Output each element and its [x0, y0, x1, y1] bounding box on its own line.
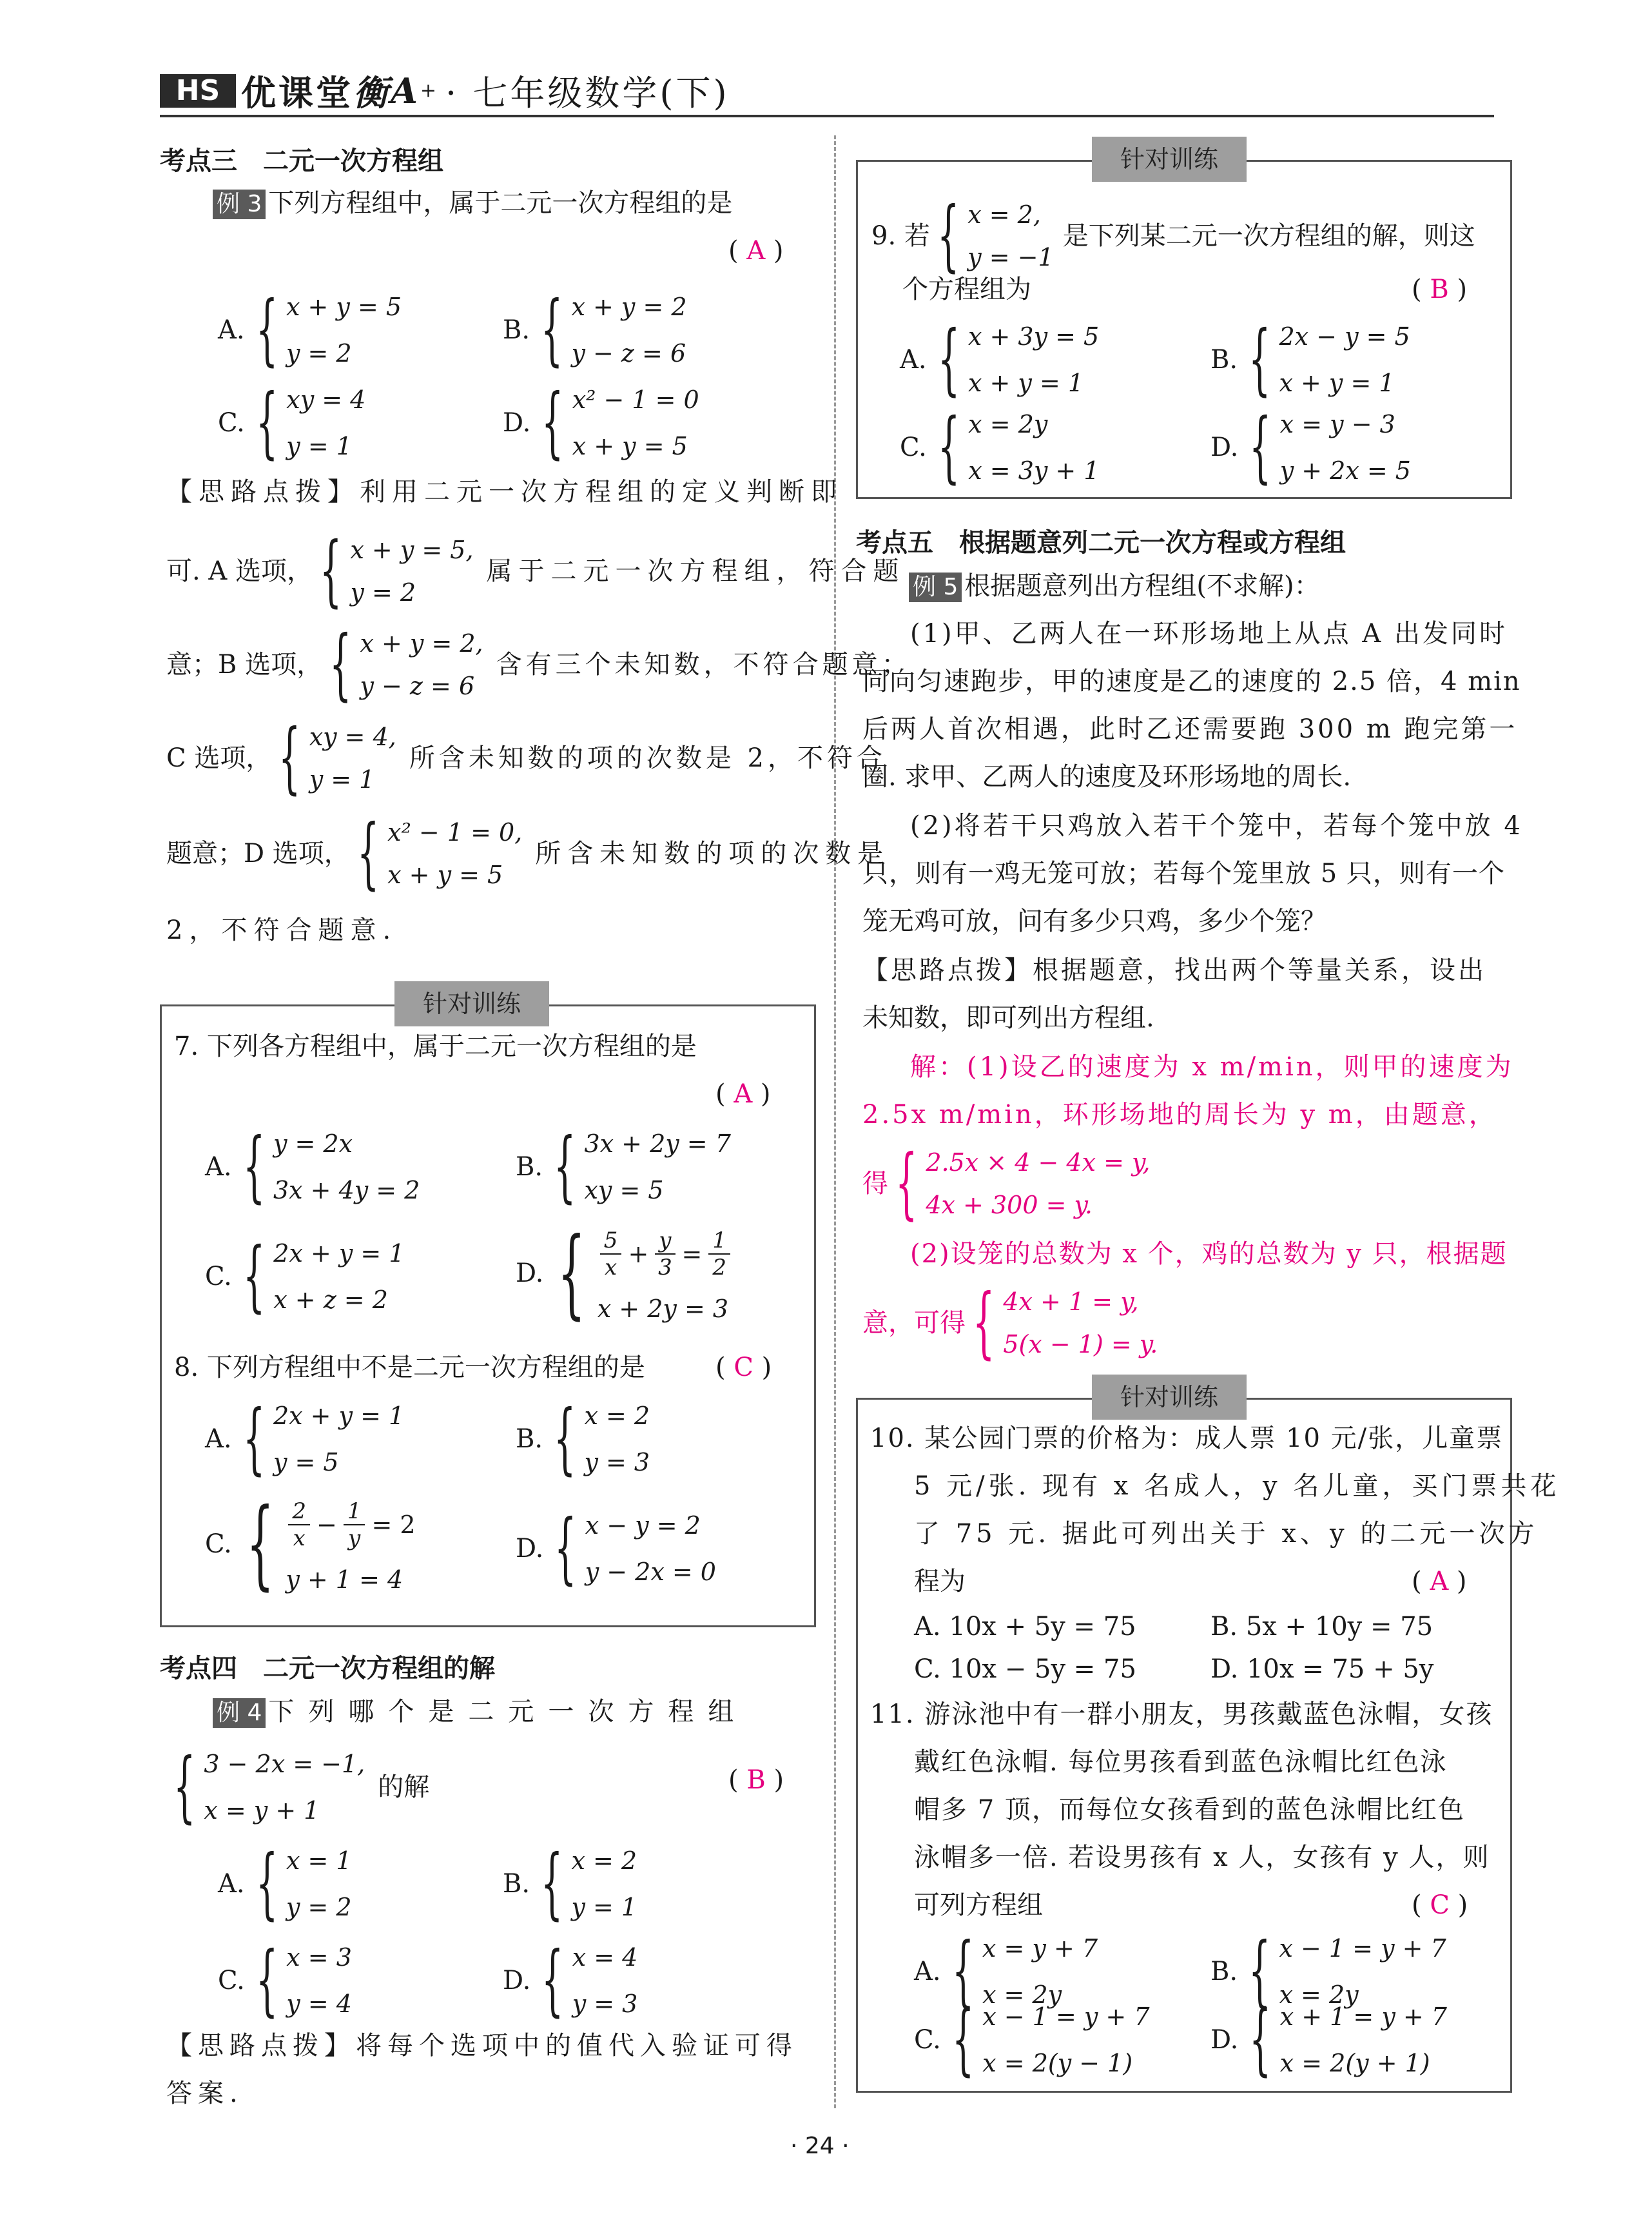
option-label: B. [503, 1869, 530, 1899]
ex4-option-b: B. { x = 2 y = 1 [503, 1837, 637, 1930]
q10-option-b: B. 5x + 10y = 75 [1210, 1612, 1433, 1641]
eq-line: y − z = 6 [360, 672, 475, 700]
frac-den: 2 [712, 1255, 726, 1280]
q7-option-c: C. { 2x + y = 1 x + z = 2 [205, 1230, 405, 1323]
section-3-title: 考点三 二元一次方程组 [160, 146, 443, 176]
hint-text: 所含未知数的项的次数是 [535, 839, 890, 868]
ex3-option-a: A. { x + y = 5 y = 2 [218, 284, 402, 377]
operator: + [628, 1240, 649, 1268]
eq-line: y + 1 = 4 [286, 1565, 403, 1594]
ex5-solution-line2: 2.5x m/min，环形场地的周长为 y m，由题意， [862, 1100, 1497, 1130]
header-rule [160, 115, 1494, 117]
ex3-hint-a: 可. A 选项， { x + y = 5, y = 2 属于二元一次方程组，符合题 [166, 526, 906, 616]
q9-option-d: D. { x = y − 3 y + 2x = 5 [1210, 401, 1411, 494]
question-tail: 的解 [378, 1772, 430, 1802]
q11-line1: 11. 游泳池中有一群小朋友，男孩戴蓝色泳帽，女孩 [870, 1699, 1493, 1729]
q9-line2: 个方程组为 [902, 275, 1031, 304]
example-4-label: 例 4 [213, 1698, 266, 1728]
eq-line: xy = 4 [286, 386, 366, 414]
eq-line: x + y = 1 [967, 369, 1084, 397]
example-3-question [213, 187, 732, 219]
eq-line: x = 3y + 1 [968, 456, 1100, 485]
q9-post: 是下列某二元一次方程组的解，则这 [1062, 221, 1475, 251]
ex5-solution-line3: (2)设笼的总数为 x 个，鸡的总数为 y 只，根据题 [910, 1239, 1508, 1269]
frac-num: 5 [600, 1228, 622, 1255]
q8-answer: ( C ) [715, 1353, 772, 1382]
eq-line: y = 2x [273, 1130, 353, 1158]
eq-line: x + y = 5 [286, 293, 402, 321]
q11-line2: 戴红色泳帽. 每位男孩看到蓝色泳帽比红色泳 [914, 1747, 1448, 1777]
eq-line: 2x − y = 5 [1279, 322, 1410, 351]
eq-line: 2x + y = 1 [273, 1402, 405, 1430]
q8-option-c: C. { $\frac{2}{x}$ − $\frac{1}{y}$ = 2 y + 1 = 4 [205, 1488, 416, 1600]
hint-text: C 选项， [166, 743, 272, 773]
eq-line: x = 4 [572, 1943, 638, 1972]
example-4-system: { 3 − 2x = −1, x = y + 1 的解 [166, 1741, 429, 1834]
eq-line: x = 1 [286, 1846, 352, 1875]
eq-line: x = y − 3 [1279, 410, 1395, 438]
frac-num: 1 [708, 1228, 730, 1255]
example-5-text: 根据题意列出方程组(不求解)： [964, 571, 1320, 601]
ex4-hint-end: 答案. [166, 2079, 244, 2108]
q11-option-c: C. { x − 1 = y + 7 x = 2(y − 1) [914, 1993, 1150, 2086]
q10-line4: 程为 [914, 1567, 966, 1596]
eq-line: x + 3y = 5 [967, 322, 1100, 351]
frac-den: 3 [658, 1255, 672, 1280]
eq-line: x = 2(y + 1) [1279, 2049, 1430, 2077]
q10-line3: 了 75 元. 据此可列出关于 x、y 的二元一次方 [914, 1519, 1539, 1549]
example-3-answer: ( A ) [728, 236, 784, 266]
ex5-p1-line1: (1)甲、乙两人在一环形场地上从点 A 出发同时 [910, 619, 1508, 649]
ex3-hint-b: 意；B 选项， { x + y = 2, y − z = 6 含有三个未知数，不符合题意； [166, 620, 911, 709]
eq-line: 4x + 300 = y. [926, 1191, 1093, 1219]
eq-line: x − 1 = y + 7 [1279, 1934, 1446, 1963]
ex3-option-d: D. { x² − 1 = 0 x + y = 5 [503, 377, 699, 469]
eq-line: x² − 1 = 0, [387, 818, 523, 847]
eq-line: x² − 1 = 0 [572, 386, 699, 414]
q9-text: 9. 若 { x = 2, y = −1 是下列某二元一次方程组的解，则这 [871, 191, 1475, 280]
frac-num: 1 [344, 1498, 365, 1525]
option-label: B. [516, 1424, 543, 1454]
frac-den: y [348, 1525, 361, 1551]
option-label: D. [503, 408, 531, 438]
page-header [160, 66, 730, 115]
frac-num: y [655, 1228, 675, 1255]
eq-line: y = −1 [967, 243, 1054, 271]
eq-line: x + y = 2, [360, 629, 483, 658]
eq-line: 2x + y = 1 [273, 1239, 405, 1268]
q10-line1: 10. 某公园门票的价格为：成人票 10 元/张，儿童票 [870, 1424, 1504, 1453]
hint-text: 意；B 选项， [166, 650, 323, 680]
eq-line: y − 2x = 0 [585, 1558, 716, 1586]
ex5-p1-line2: 同向匀速跑步，甲的速度是乙的速度的 2.5 倍，4 min [862, 667, 1521, 696]
ex5-solution-system2: 意，可得 { 4x + 1 = y, 5(x − 1) = y. [862, 1278, 1158, 1367]
q11-line5: 可列方程组 [914, 1890, 1043, 1920]
frac-num: 2 [288, 1498, 310, 1525]
eq-line: x − 1 = y + 7 [982, 2003, 1150, 2031]
training-tag-2: 针对训练 [1092, 137, 1247, 182]
eq-line: y = 2 [350, 578, 416, 607]
ex4-option-d: D. { x = 4 y = 3 [503, 1934, 637, 2027]
ex3-hint-head: 【思路点拨】利用二元一次方程组的定义判断即 [166, 477, 843, 507]
example-3-label: 例 3 [213, 190, 266, 219]
ex3-hint-d: 题意；D 选项， { x² − 1 = 0, x + y = 5 所含未知数的项的次数是 [166, 808, 890, 898]
eq-line: x + z = 2 [273, 1286, 388, 1314]
q7-option-d: D. { $\frac{5}{x}$ + $\frac{y}{3}$ = $\frac{1}{2}$ x + 2y = 3 [516, 1219, 733, 1328]
ex3-option-c: C. { xy = 4 y = 1 [218, 377, 365, 469]
eq-line: 3x + 2y = 7 [584, 1130, 731, 1158]
q9-option-a: A. { x + 3y = 5 x + y = 1 [900, 313, 1099, 406]
option-label: C. [205, 1262, 232, 1291]
eq-line: y = 1 [571, 1893, 637, 1921]
q10-option-c: C. 10x − 5y = 75 [914, 1654, 1136, 1684]
brand-a: A [391, 70, 420, 112]
option-label: A. [218, 315, 245, 345]
eq-line: 3x + 4y = 2 [273, 1176, 420, 1204]
eq-line: y = 1 [286, 432, 352, 460]
frac-den: x [293, 1525, 306, 1551]
option-label: D. [516, 1258, 544, 1288]
q11-option-b: B. { x − 1 = y + 7 x = 2y [1210, 1925, 1446, 2018]
ex4-option-c: C. { x = 3 y = 4 [218, 1934, 352, 2027]
ex5-p1-line4: 圈. 求甲、乙两人的速度及环形场地的周长. [862, 762, 1352, 792]
ex5-solution-system1: 得 { 2.5x × 4 − 4x = y, 4x + 300 = y. [862, 1139, 1151, 1228]
answer-value: C [734, 1353, 753, 1382]
ex5-p2-line1: (2)将若干只鸡放入若干个笼中，若每个笼中放 4 [910, 811, 1523, 841]
eq-line: x = 2(y − 1) [982, 2049, 1133, 2077]
eq-line: x = y + 1 [204, 1796, 320, 1825]
eq-line: y = 3 [584, 1448, 650, 1476]
column-divider [834, 135, 836, 2108]
section-4-title: 考点四 二元一次方程组的解 [160, 1654, 495, 1683]
option-label: D. [503, 1966, 531, 1995]
eq-line: 2.5x × 4 − 4x = y, [926, 1148, 1151, 1177]
hint-text: 题意；D 选项， [166, 839, 350, 868]
operator: − [316, 1511, 337, 1539]
q10-answer: ( A ) [1412, 1567, 1467, 1596]
eq-line: x + 2y = 3 [597, 1295, 729, 1323]
logo: HS [160, 74, 236, 108]
training-tag-1: 针对训练 [394, 981, 549, 1026]
q8-option-d: D. { x − y = 2 y − 2x = 0 [516, 1502, 716, 1595]
ex3-hint-end: 2，不符合题意. [166, 916, 398, 945]
q9-pre: 9. 若 [871, 221, 930, 251]
eq-line: y + 2x = 5 [1279, 456, 1411, 485]
ex5-p1-line3: 后两人首次相遇，此时乙还需要跑 300 m 跑完第一 [862, 714, 1518, 744]
solution-pre: 得 [862, 1169, 888, 1199]
q7-answer: ( A ) [715, 1079, 771, 1109]
frac-den: x [605, 1255, 617, 1280]
q11-answer: ( C ) [1412, 1890, 1468, 1920]
option-label: C. [218, 408, 245, 438]
example-3-text: 下列方程组中，属于二元一次方程组的是 [268, 188, 733, 218]
brand-plus: + [420, 79, 440, 102]
q10-line2: 5 元/张. 现有 x 名成人，y 名儿童，买门票共花 [914, 1471, 1560, 1501]
option-label: A. [218, 1869, 245, 1899]
option-label: B. [1210, 1957, 1238, 1986]
hint-text: 可. A 选项， [166, 556, 313, 586]
q10-option-a: A. 10x + 5y = 75 [914, 1612, 1136, 1641]
hint-text: 所含未知数的项的次数是 2，不符合 [409, 743, 887, 773]
q11-option-d: D. { x + 1 = y + 7 x = 2(y + 1) [1210, 1993, 1447, 2086]
eq-line: x = 2 [584, 1402, 650, 1430]
option-label: A. [205, 1152, 232, 1182]
section-5-title: 考点五 根据题意列二元一次方程或方程组 [856, 528, 1346, 558]
page-number: · 24 · [790, 2133, 850, 2159]
q7-option-a: A. { y = 2x 3x + 4y = 2 [205, 1121, 420, 1213]
q8-option-b: B. { x = 2 y = 3 [516, 1393, 650, 1485]
answer-value: A [734, 1079, 753, 1109]
answer-value: B [746, 1765, 766, 1795]
answer-value: A [746, 236, 766, 266]
eq-line: x = 2y [1279, 1981, 1359, 2009]
operator: = [681, 1240, 703, 1268]
q9-option-c: C. { x = 2y x = 3y + 1 [900, 401, 1100, 494]
eq-line: x − y = 2 [585, 1511, 701, 1540]
eq-line: x + 1 = y + 7 [1279, 2003, 1447, 2031]
eq-line: x + y = 1 [1279, 369, 1395, 397]
ex5-p2-line3: 笼无鸡可放，问有多少只鸡，多少个笼？ [862, 906, 1326, 936]
option-label: C. [218, 1966, 245, 1995]
option-label: A. [205, 1424, 232, 1454]
option-label: C. [914, 2025, 941, 2055]
option-label: C. [205, 1529, 232, 1559]
eq-line: y = 4 [286, 1990, 352, 2018]
eq-line: x = 3 [286, 1943, 352, 1972]
q9-option-b: B. { 2x − y = 5 x + y = 1 [1210, 313, 1410, 406]
q9-answer: ( B ) [1412, 275, 1468, 304]
eq-line: x + y = 5 [387, 861, 503, 889]
option-label: B. [1210, 345, 1238, 375]
example-5-question [909, 570, 1320, 602]
example-4-text: 下列哪个是二元一次方程组 [268, 1697, 748, 1727]
q11-line3: 帽多 7 顶，而每位女孩看到的蓝色泳帽比红色 [914, 1795, 1465, 1825]
eq-line: xy = 5 [584, 1176, 664, 1204]
ex5-hint-line1: 【思路点拨】根据题意，找出两个等量关系，设出 [862, 955, 1486, 985]
eq-line: x + y = 5, [350, 536, 474, 564]
ex4-option-a: A. { x = 1 y = 2 [218, 1837, 352, 1930]
ex4-hint: 【思路点拨】将每个选项中的值代入验证可得 [166, 2031, 798, 2061]
solution-pre: 意，可得 [862, 1308, 966, 1338]
eq-line: y = 2 [286, 339, 352, 367]
ex3-hint-c: C 选项， { xy = 4, y = 1 所含未知数的项的次数是 2，不符合 [166, 713, 887, 803]
option-label: D. [1210, 433, 1239, 462]
eq-line: y = 1 [309, 765, 375, 794]
answer-value: C [1430, 1890, 1450, 1920]
eq-line: y − z = 6 [571, 339, 686, 367]
ex5-p2-line2: 只，则有一鸡无笼可放；若每个笼里放 5 只，则有一个 [862, 859, 1505, 888]
eq-line: x = 2, [967, 201, 1041, 229]
eq-line: y = 5 [273, 1448, 339, 1476]
hint-text: 属于二元一次方程组，符合题 [486, 556, 906, 586]
eq-line: 3 − 2x = −1, [204, 1750, 365, 1778]
option-label: B. [516, 1152, 543, 1182]
ex5-solution-line1: 解：(1)设乙的速度为 x m/min，则甲的速度为 [910, 1052, 1514, 1082]
option-label: D. [1210, 2025, 1239, 2055]
hint-text: 含有三个未知数，不符合题意； [496, 650, 911, 680]
eq-line: x = 2 [571, 1846, 637, 1875]
eq-line: 4x + 1 = y, [1003, 1288, 1139, 1316]
q8-option-a: A. { 2x + y = 1 y = 5 [205, 1393, 404, 1485]
book-title: · 七年级数学(下) [445, 73, 730, 113]
eq-line: y = 2 [286, 1893, 352, 1921]
option-label: A. [900, 345, 927, 375]
eq-line: y = 3 [572, 1990, 638, 2018]
ex3-option-b: B. { x + y = 2 y − z = 6 [503, 284, 687, 377]
eq-line: 5(x − 1) = y. [1003, 1330, 1158, 1358]
option-label: B. [503, 315, 530, 345]
option-label: D. [516, 1534, 544, 1563]
q7-option-b: B. { 3x + 2y = 7 xy = 5 [516, 1121, 731, 1213]
eq-line: x = y + 7 [982, 1934, 1098, 1963]
eq-line: x + y = 2 [571, 293, 687, 321]
q7-text: 7. 下列各方程组中，属于二元一次方程组的是 [174, 1032, 697, 1061]
ex5-hint-line2: 未知数，即可列出方程组. [862, 1003, 1154, 1033]
eq-tail: = 2 [371, 1511, 416, 1539]
option-label: A. [914, 1957, 941, 1986]
example-4-answer: ( B ) [728, 1765, 784, 1795]
eq-line: x + y = 5 [572, 432, 688, 460]
q11-option-a: A. { x = y + 7 x = 2y [914, 1925, 1098, 2018]
answer-value: B [1430, 275, 1449, 304]
eq-line: xy = 4, [309, 723, 396, 751]
q8-text: 8. 下列方程组中不是二元一次方程组的是 [174, 1353, 645, 1382]
eq-line: x = 2y [982, 1981, 1062, 2009]
q11-line4: 泳帽多一倍. 若设男孩有 x 人，女孩有 y 人，则 [914, 1843, 1490, 1872]
option-label: C. [900, 433, 927, 462]
answer-value: A [1430, 1567, 1449, 1596]
example-5-label: 例 5 [909, 573, 962, 602]
training-tag-3: 针对训练 [1092, 1375, 1247, 1420]
example-4-question [213, 1696, 748, 1728]
eq-line: x = 2y [968, 410, 1048, 438]
q10-option-d: D. 10x = 75 + 5y [1210, 1654, 1434, 1684]
brand-name: 优课堂 [241, 72, 353, 113]
brand-mark: 衡 [353, 72, 391, 113]
